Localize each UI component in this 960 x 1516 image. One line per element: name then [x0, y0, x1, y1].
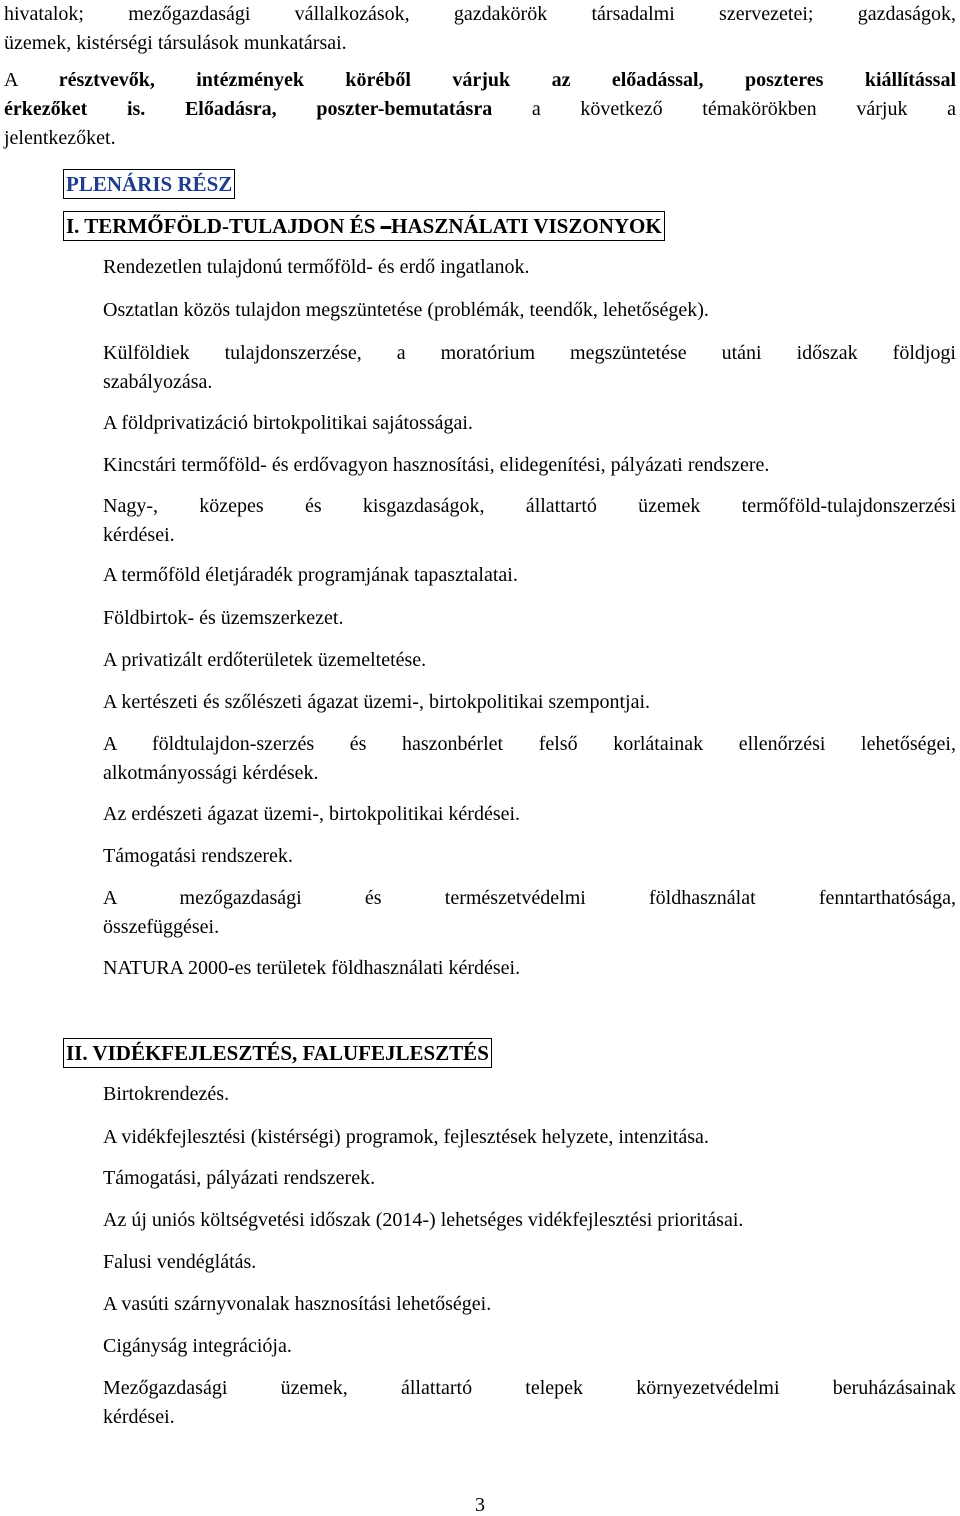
intro-line: A résztvevők, intézmények köréből várjuk az előadással, poszteres kiállítással: [4, 69, 957, 91]
list-item-line: A termőföld életjáradék programjának tapasztalatai.: [103, 564, 518, 586]
list-item-line: Az erdészeti ágazat üzemi-, birtokpolitikai kérdései.: [103, 803, 521, 825]
list-item: [103, 1123, 956, 1152]
list-item: [103, 451, 956, 480]
intro-line: érkezőket is. Előadásra, poszter-bemutatásra a következő témakörökben várjuk a: [4, 98, 956, 120]
intro-line: jelentkezőket.: [4, 127, 116, 149]
list-item-line: Külföldiek tulajdonszerzése, a moratórium megszüntetése utáni időszak földjogi: [103, 342, 956, 364]
list-item: [103, 842, 956, 871]
list-item-line: Földbirtok- és üzemszerkezet.: [103, 607, 344, 629]
list-item: [103, 1332, 956, 1361]
intro-line: üzemek, kistérségi társulások munkatársai.: [4, 32, 347, 54]
list-item-line: NATURA 2000-es területek földhasználati kérdései.: [103, 957, 521, 979]
list-item-line: Birtokrendezés.: [103, 1083, 230, 1105]
intro-line: hivatalok; mezőgazdasági vállalkozások, gazdakörök társadalmi szervezetei; gazdaságok,: [4, 3, 956, 25]
list-item: [103, 1164, 956, 1193]
list-item: [103, 646, 956, 675]
list-item-line: alkotmányossági kérdések.: [103, 762, 319, 784]
list-item-line: A földtulajdon-szerzés és haszonbérlet felső korlátainak ellenőrzési lehetőségei,: [103, 733, 956, 755]
list-item: [103, 253, 956, 282]
page-number: 3: [475, 1494, 485, 1516]
list-item-line: Falusi vendéglátás.: [103, 1251, 257, 1273]
intro-paragraph-2: [4, 66, 956, 153]
list-item-line: A vasúti szárnyvonalak hasznosítási lehetőségei.: [103, 1293, 492, 1315]
list-item: [103, 954, 956, 983]
list-item-line: Mezőgazdasági üzemek, állattartó telepek környezetvédelmi beruházásainak: [103, 1377, 956, 1399]
list-item-line: Rendezetlen tulajdonú termőföld- és erdő ingatlanok.: [103, 256, 530, 278]
list-item: [103, 884, 956, 942]
intro-bold-text: érkezőket is. Előadásra, poszter-bemutatásra: [4, 98, 493, 120]
section-1-title: I. TERMŐFÖLD-TULAJDON ÉS –HASZNÁLATI VISZONYOK: [63, 211, 665, 241]
plenary-heading: PLENÁRIS RÉSZ: [63, 169, 235, 199]
list-item: [103, 1248, 956, 1277]
list-item-line: Támogatási, pályázati rendszerek.: [103, 1167, 376, 1189]
section-2-title: II. VIDÉKFEJLESZTÉS, FALUFEJLESZTÉS: [63, 1038, 492, 1068]
list-item-line: Támogatási rendszerek.: [103, 845, 293, 867]
intro-paragraph-1: [4, 0, 956, 58]
list-item-line: A kertészeti és szőlészeti ágazat üzemi-, birtokpolitikai szempontjai.: [103, 691, 651, 713]
list-item-line: szabályozása.: [103, 371, 213, 393]
list-item-line: Cigányság integrációja.: [103, 1335, 292, 1357]
list-item-line: összefüggései.: [103, 916, 220, 938]
list-item: [103, 409, 956, 438]
list-item: [103, 296, 956, 325]
list-item-line: A mezőgazdasági és természetvédelmi földhasználat fenntarthatósága,: [103, 887, 956, 909]
list-item-line: Kincstári termőföld- és erdővagyon hasznosítási, elidegenítési, pályázati rendszere.: [103, 454, 770, 476]
list-item-line: Nagy-, közepes és kisgazdaságok, állattartó üzemek termőföld-tulajdonszerzési: [103, 495, 956, 517]
list-item: [103, 800, 956, 829]
list-item: [103, 561, 956, 590]
list-item: [103, 1290, 956, 1319]
list-item: [103, 1080, 956, 1109]
list-item-line: kérdései.: [103, 1406, 175, 1428]
list-item-line: kérdései.: [103, 524, 175, 546]
intro-bold-text: résztvevők, intézmények köréből várjuk az előadással, poszteres kiállítással: [58, 69, 957, 91]
list-item-line: Osztatlan közös tulajdon megszüntetése (problémák, teendők, lehetőségek).: [103, 299, 709, 321]
list-item: [103, 1374, 956, 1432]
list-item: [103, 688, 956, 717]
list-item: [103, 492, 956, 550]
list-item-line: A privatizált erdőterületek üzemeltetése.: [103, 649, 427, 671]
list-item: [103, 604, 956, 633]
list-item: [103, 730, 956, 788]
list-item-line: A vidékfejlesztési (kistérségi) programok, fejlesztések helyzete, intenzitása.: [103, 1126, 709, 1148]
list-item-line: Az új uniós költségvetési időszak (2014-) lehetséges vidékfejlesztési prioritásai.: [103, 1209, 744, 1231]
list-item: [103, 1206, 956, 1235]
list-item: [103, 339, 956, 397]
list-item-line: A földprivatizáció birtokpolitikai sajátosságai.: [103, 412, 473, 434]
